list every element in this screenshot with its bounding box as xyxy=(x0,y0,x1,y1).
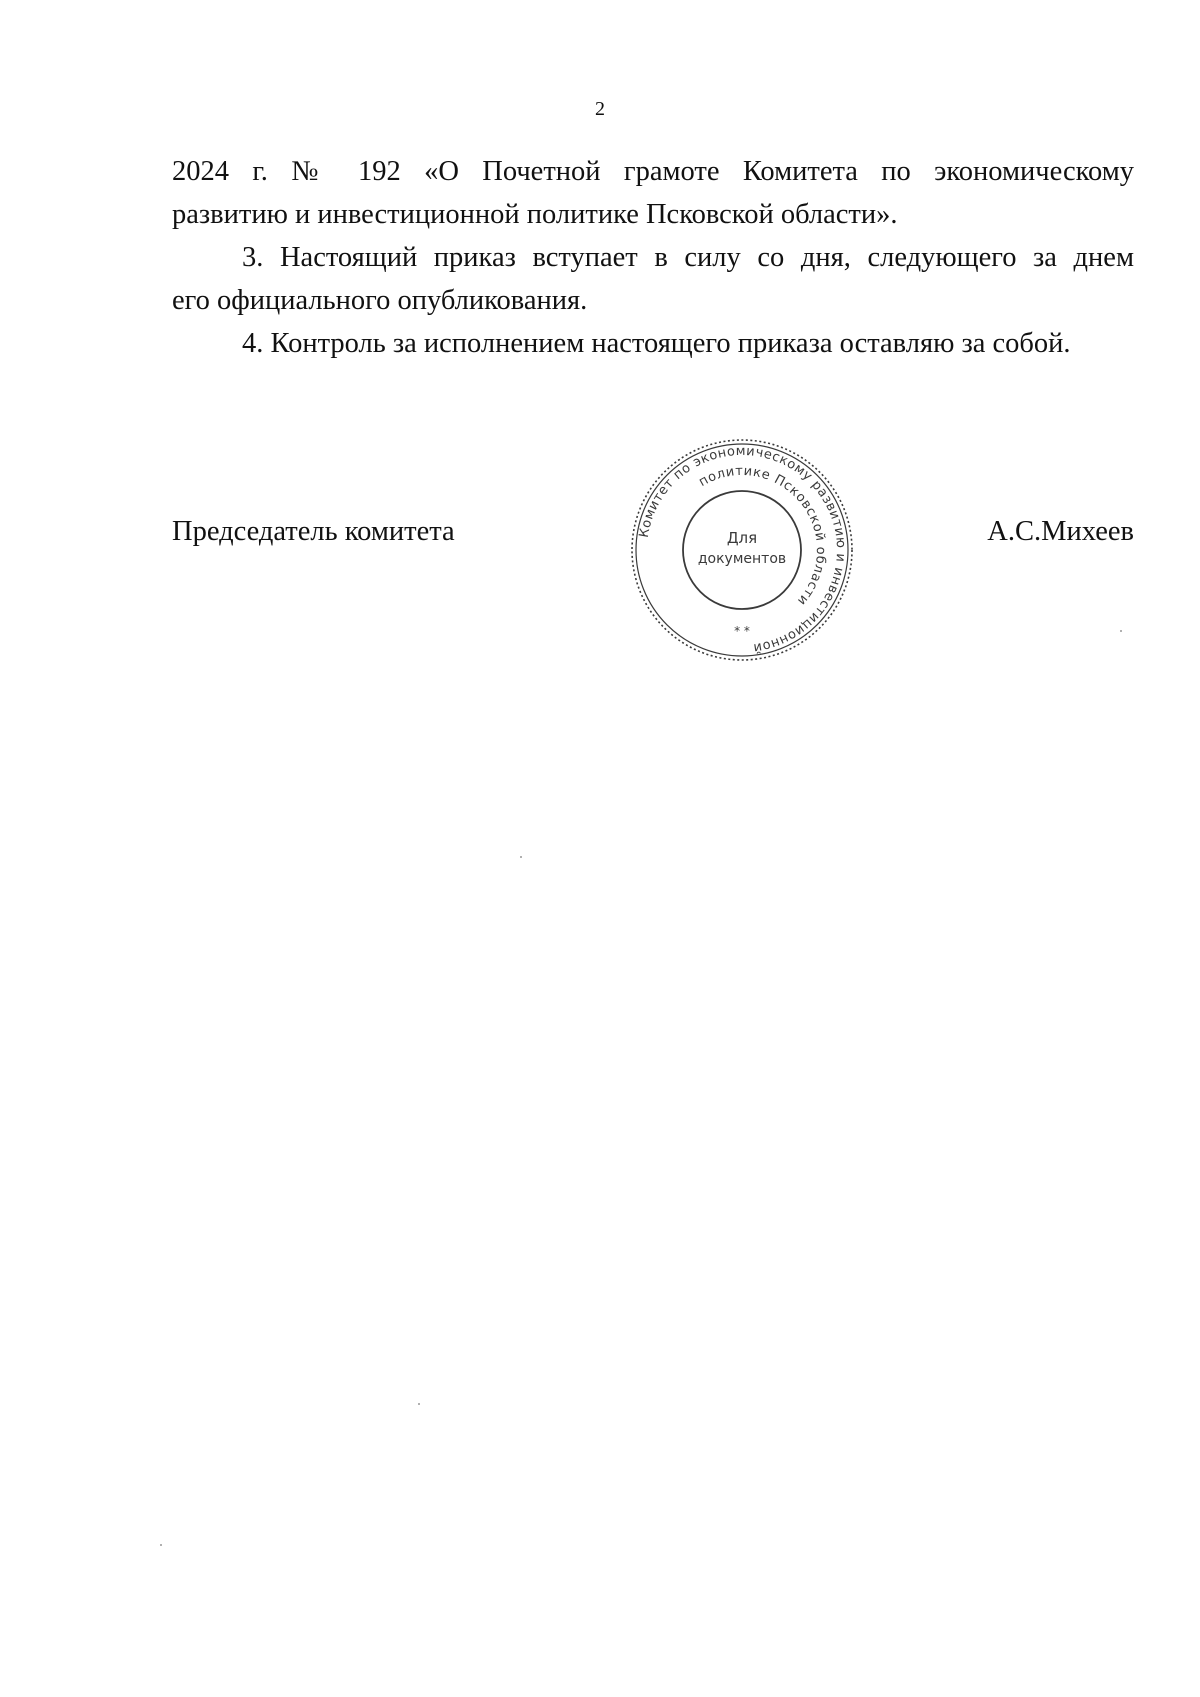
document-body xyxy=(172,150,1134,365)
paragraph-3-line2: его официального опубликования. xyxy=(172,285,588,316)
paragraph-3-line1: 3. Настоящий приказ вступает в силу со дня, следующего за днем xyxy=(242,242,1134,273)
paragraph-4: 4. Контроль за исполнением настоящего приказа оставляю за собой. xyxy=(242,328,1071,359)
paragraph-continuation-line2: развитию и инвестиционной политике Псковской области». xyxy=(172,199,898,230)
scan-speck xyxy=(520,856,522,858)
page-number: 2 xyxy=(595,98,605,120)
scan-speck xyxy=(160,1544,162,1546)
stamp-stars: * * xyxy=(734,624,750,638)
stamp-center-line2: документов xyxy=(697,551,787,567)
signatory-name: А.С.Михеев xyxy=(987,516,1134,547)
signatory-position: Председатель комитета xyxy=(172,516,455,547)
stamp-inner-ring-text: политике Псковской области xyxy=(696,463,829,609)
scan-speck xyxy=(1120,630,1122,632)
official-seal-stamp xyxy=(627,435,857,665)
scan-speck xyxy=(418,1403,420,1405)
stamp-center-line1: Для xyxy=(726,529,758,547)
paragraph-continuation-line1: 2024 г. № 192 «О Почетной грамоте Комитета по экономическому xyxy=(172,156,1134,187)
stamp-outer-ring-text: Комитет по экономическому развитию и инвестиционной xyxy=(636,443,849,656)
